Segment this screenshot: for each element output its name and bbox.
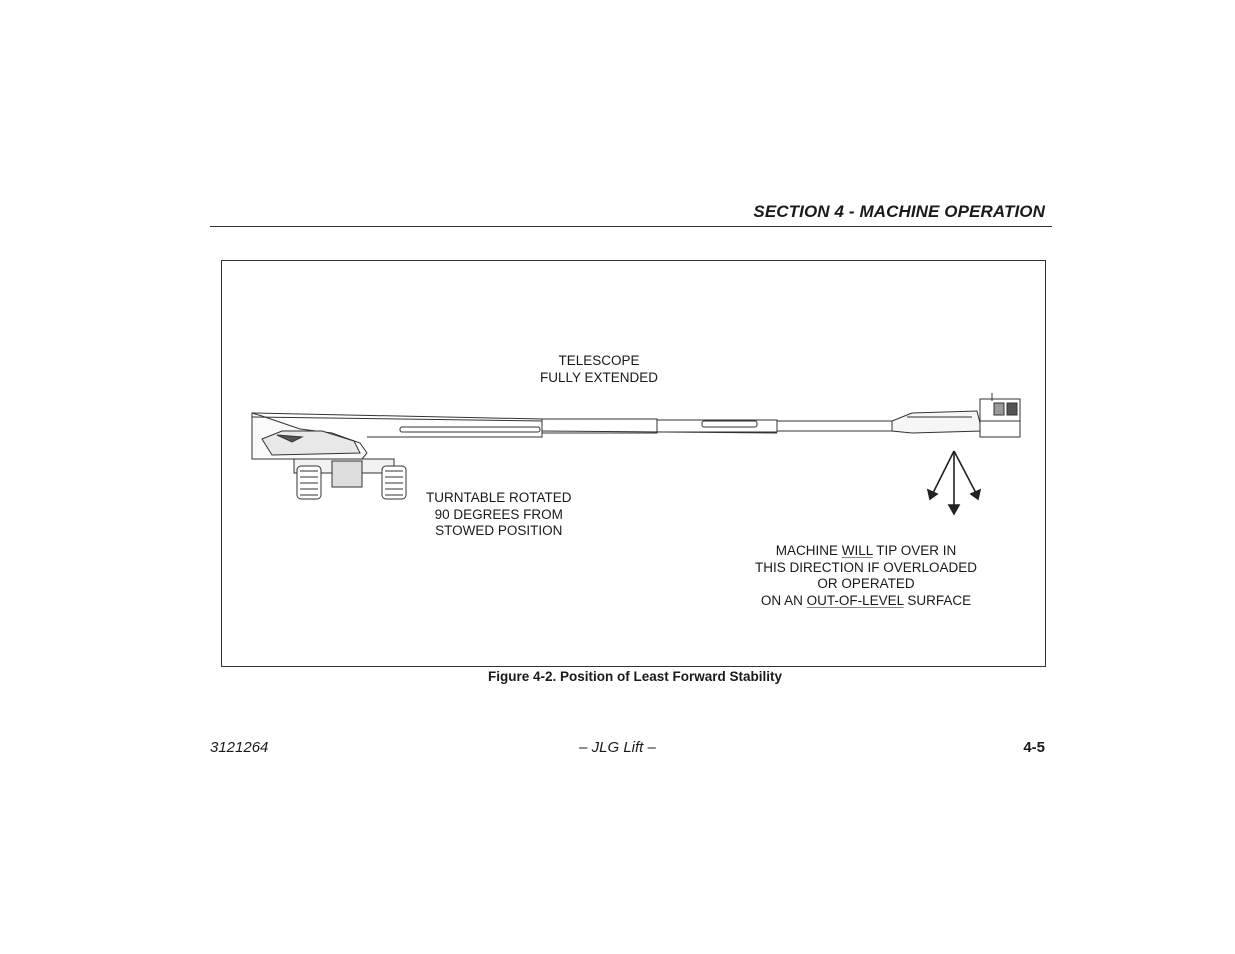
callout-tip-line-1: MACHINE WILL TIP OVER IN — [775, 543, 957, 558]
boom-fly-section — [657, 420, 777, 432]
callout-telescope — [540, 353, 658, 386]
callout-tip-line-3: OR OPERATED — [817, 576, 915, 591]
tip-direction-arrows — [928, 451, 980, 514]
boom-tip-section — [777, 421, 892, 431]
footer-brand: – JLG Lift – — [579, 739, 656, 756]
callout-telescope-line-2: FULLY EXTENDED — [540, 369, 659, 385]
callout-telescope-line-1: TELESCOPE — [558, 353, 640, 368]
callout-tip-warning — [755, 543, 977, 609]
callout-turntable-line-2: 90 DEGREES FROM — [434, 506, 563, 522]
callout-turntable-line-1: TURNTABLE ROTATED — [426, 490, 572, 505]
callout-tip-line-2: THIS DIRECTION IF OVERLOADED — [755, 559, 978, 575]
jib — [892, 411, 982, 433]
page-number: 4-5 — [1023, 739, 1045, 756]
figure-caption: Figure 4-2. Position of Least Forward Stability — [487, 669, 783, 684]
turntable-cover — [262, 431, 360, 455]
callout-turntable-line-3: STOWED POSITION — [435, 523, 563, 538]
callout-turntable — [426, 490, 572, 540]
callout-tip-line-4: ON AN OUT-OF-LEVEL SURFACE — [760, 592, 972, 608]
chassis-hub — [332, 461, 362, 487]
doc-number: 3121264 — [210, 739, 269, 756]
header-rule — [210, 226, 1052, 227]
section-title: SECTION 4 - MACHINE OPERATION — [753, 202, 1045, 221]
figure-frame — [221, 260, 1046, 667]
